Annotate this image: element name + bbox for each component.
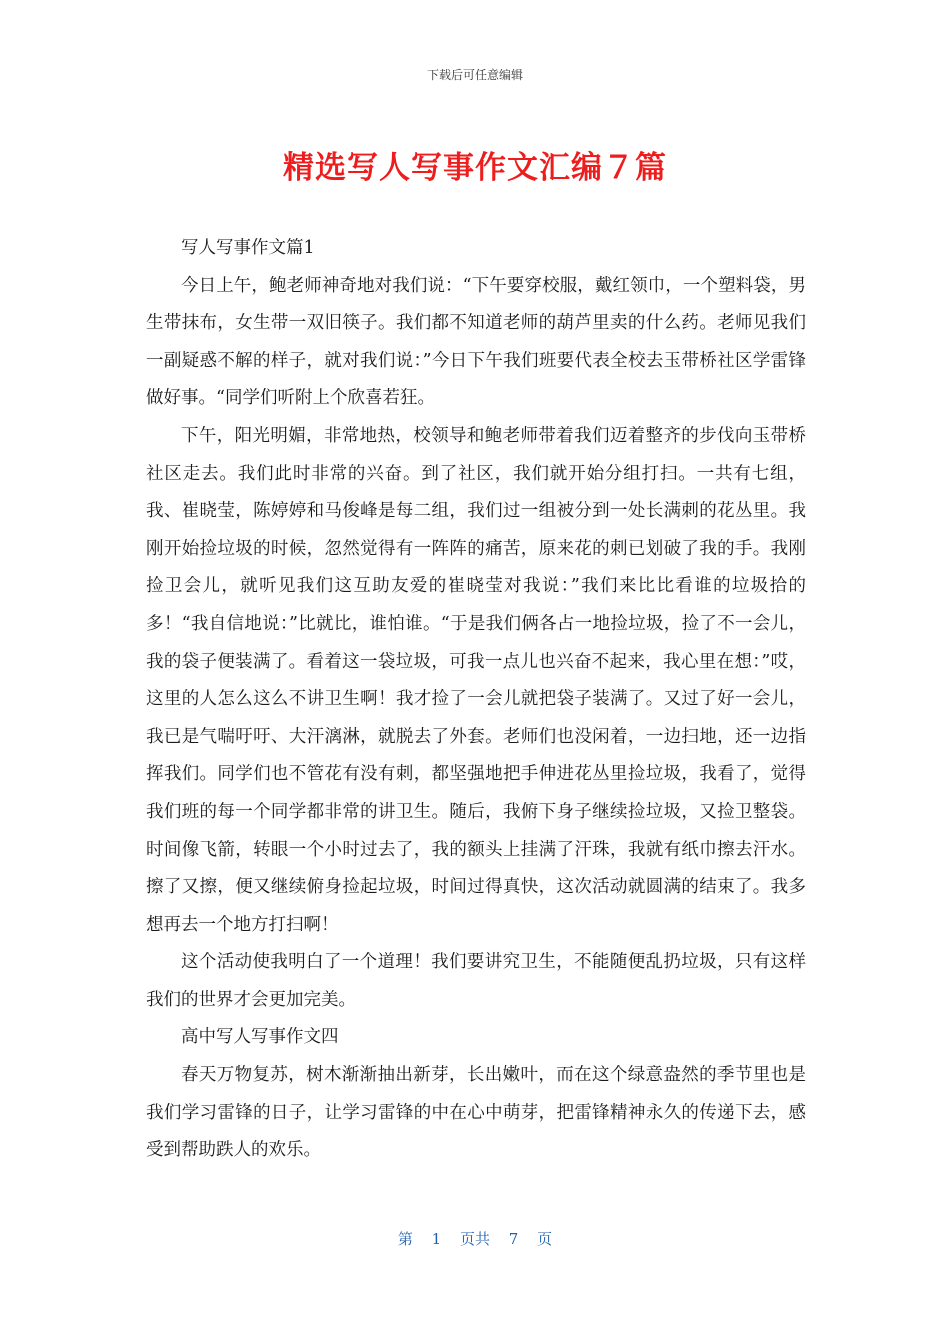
paragraph-3: 这个活动使我明白了一个道理！我们要讲究卫生，不能随便乱扔垃圾，只有这样我们的世界才会更加完美。 [146, 952, 806, 1010]
document-body [146, 230, 806, 1170]
paragraph-1: 今日上午，鲍老师神奇地对我们说：“下午要穿校服，戴红领巾，一个塑料袋，男生带抹布，女生带一双旧筷子。我们都不知道老师的葫芦里卖的什么药。老师见我们一副疑惑不解的样子，就对我们说：”今日下午我们班要代表全校去玉带桥社区学雷锋做好事。“同学们听附上个欣喜若狂。 [146, 275, 806, 409]
section-heading-1: 写人写事作文篇1 [181, 238, 315, 258]
paragraph-2: 下午，阳光明媚，非常地热，校领导和鲍老师带着我们迈着整齐的步伐向玉带桥社区走去。我们此时非常的兴奋。到了社区，我们就开始分组打扫。一共有七组，我、崔晓莹，陈婷婷和马俊峰是每二组，我们过一组被分到一处长满刺的花丛里。我刚开始捡垃圾的时候，忽然觉得有一阵阵的痛苦，原来花的刺已划破了我的手。我刚捡卫会儿，就听见我们这互助友爱的崔晓莹对我说：”我们来比比看谁的垃圾拾的多！“我自信地说：”比就比，谁怕谁。“于是我们俩各占一地捡垃圾，捡了不一会儿，我的袋子便装满了。看着这一袋垃圾，可我一点儿也兴奋不起来，我心里在想：”哎，这里的人怎么这么不讲卫生啊！我才捡了一会儿就把袋子装满了。又过了好一会儿，我已是气喘吁吁、大汗漓淋，就脱去了外套。老师们也没闲着，一边扫地，还一边指挥我们。同学们也不管花有没有刺，都坚强地把手伸进花丛里捡垃圾，我看了，觉得我们班的每一个同学都非常的讲卫生。随后，我俯下身子继续捡垃圾，又捡卫整袋。时间像飞箭，转眼一个小时过去了，我的额头上挂满了汗珠，我就有纸巾擦去汗水。擦了又擦，便又继续俯身捡起垃圾，时间过得真快，这次活动就圆满的结束了。我多想再去一个地方打扫啊！ [146, 425, 806, 935]
header-note: 下载后可任意编辑 [426, 68, 523, 82]
document-title: 精选写人写事作文汇编７篇 [283, 150, 667, 186]
paragraph-4: 春天万物复苏，树木渐渐抽出新芽，长出嫩叶，而在这个绿意盎然的季节里也是我们学习雷锋的日子，让学习雷锋的中在心中萌芽，把雷锋精神永久的传递下去，感受到帮助跌人的欢乐。 [146, 1065, 806, 1161]
page-footer: 第 1 页共 7 页 [397, 1230, 553, 1248]
section-heading-2: 高中写人写事作文四 [181, 1027, 339, 1048]
